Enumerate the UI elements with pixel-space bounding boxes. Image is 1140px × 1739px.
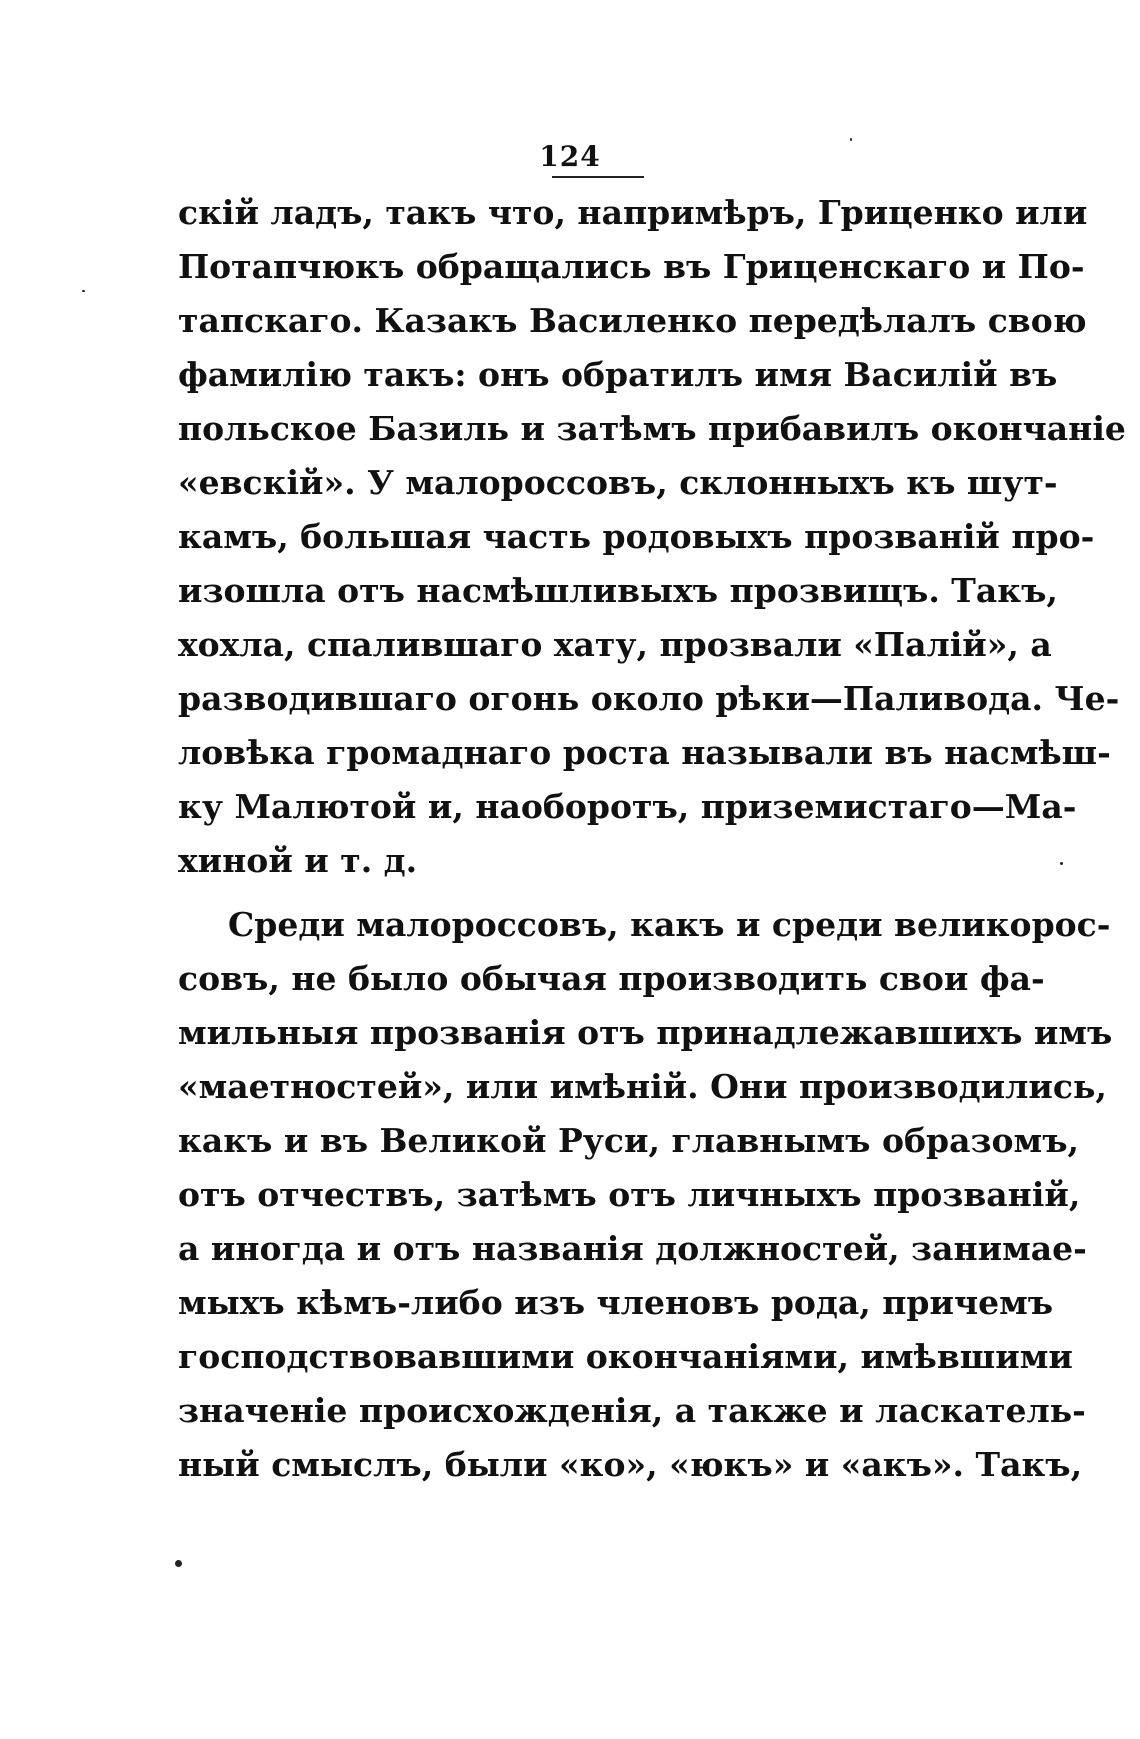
text-line: господствовавшими окончаніями, имѣвшими — [178, 1337, 1073, 1376]
text-line: «маетностей», или имѣній. Они производились, — [178, 1067, 1107, 1106]
text-line: «евскій». У малороссовъ, склонныхъ къ шут- — [178, 463, 1058, 502]
text-line: тапскаго. Казакъ Василенко передѣлалъ свою — [178, 301, 1087, 340]
text-line: ный смыслъ, были «ко», «юкъ» и «акъ». Такъ, — [178, 1445, 1083, 1484]
text-line: хохла, спалившаго хату, прозвали «Палій», а — [178, 625, 1052, 664]
text-line: Потапчюкъ обращались въ Гриценскаго и По- — [178, 247, 1085, 286]
text-line: ку Малютой и, наоборотъ, приземистаго—Ма- — [178, 787, 1077, 826]
text-line: фамилію такъ: онъ обратилъ имя Василій въ — [178, 355, 1058, 394]
text-line: хиной и т. д. — [178, 841, 418, 880]
text-line: совъ, не было обычая производить свои фа- — [178, 959, 1045, 998]
ink-speck — [850, 138, 852, 141]
text-line: отъ отчествъ, затѣмъ отъ личныхъ прозваній, — [178, 1175, 1081, 1214]
text-line: какъ и въ Великой Руси, главнымъ образомъ, — [178, 1121, 1079, 1160]
text-line: Среди малороссовъ, какъ и среди великорос- — [228, 905, 1111, 944]
text-line: скій ладъ, такъ что, напримѣръ, Гриценко или — [178, 193, 1088, 232]
text-line: мыхъ кѣмъ-либо изъ членовъ рода, причемъ — [178, 1283, 1054, 1322]
text-line: польское Базиль и затѣмъ прибавилъ окончаніе — [178, 409, 1126, 448]
text-line: ловѣка громаднаго роста называли въ насмѣш- — [178, 733, 1111, 772]
text-line: а иногда и отъ названія должностей, занимае- — [178, 1229, 1087, 1268]
text-line: изошла отъ насмѣшливыхъ прозвищъ. Такъ, — [178, 571, 1058, 610]
ink-speck — [1060, 862, 1063, 865]
text-line: мильныя прозванія отъ принадлежавшихъ имъ — [178, 1013, 1113, 1052]
ink-speck — [82, 290, 85, 292]
text-line: камъ, большая часть родовыхъ прозваній про- — [178, 517, 1095, 556]
text-line: значеніе происхожденія, а также и ласкатель- — [178, 1391, 1086, 1430]
ink-speck — [175, 1560, 182, 1567]
page-number: 124 — [539, 140, 601, 173]
page-number-rule — [552, 176, 644, 178]
text-line: разводившаго огонь около рѣки—Паливода. Че- — [178, 679, 1120, 718]
